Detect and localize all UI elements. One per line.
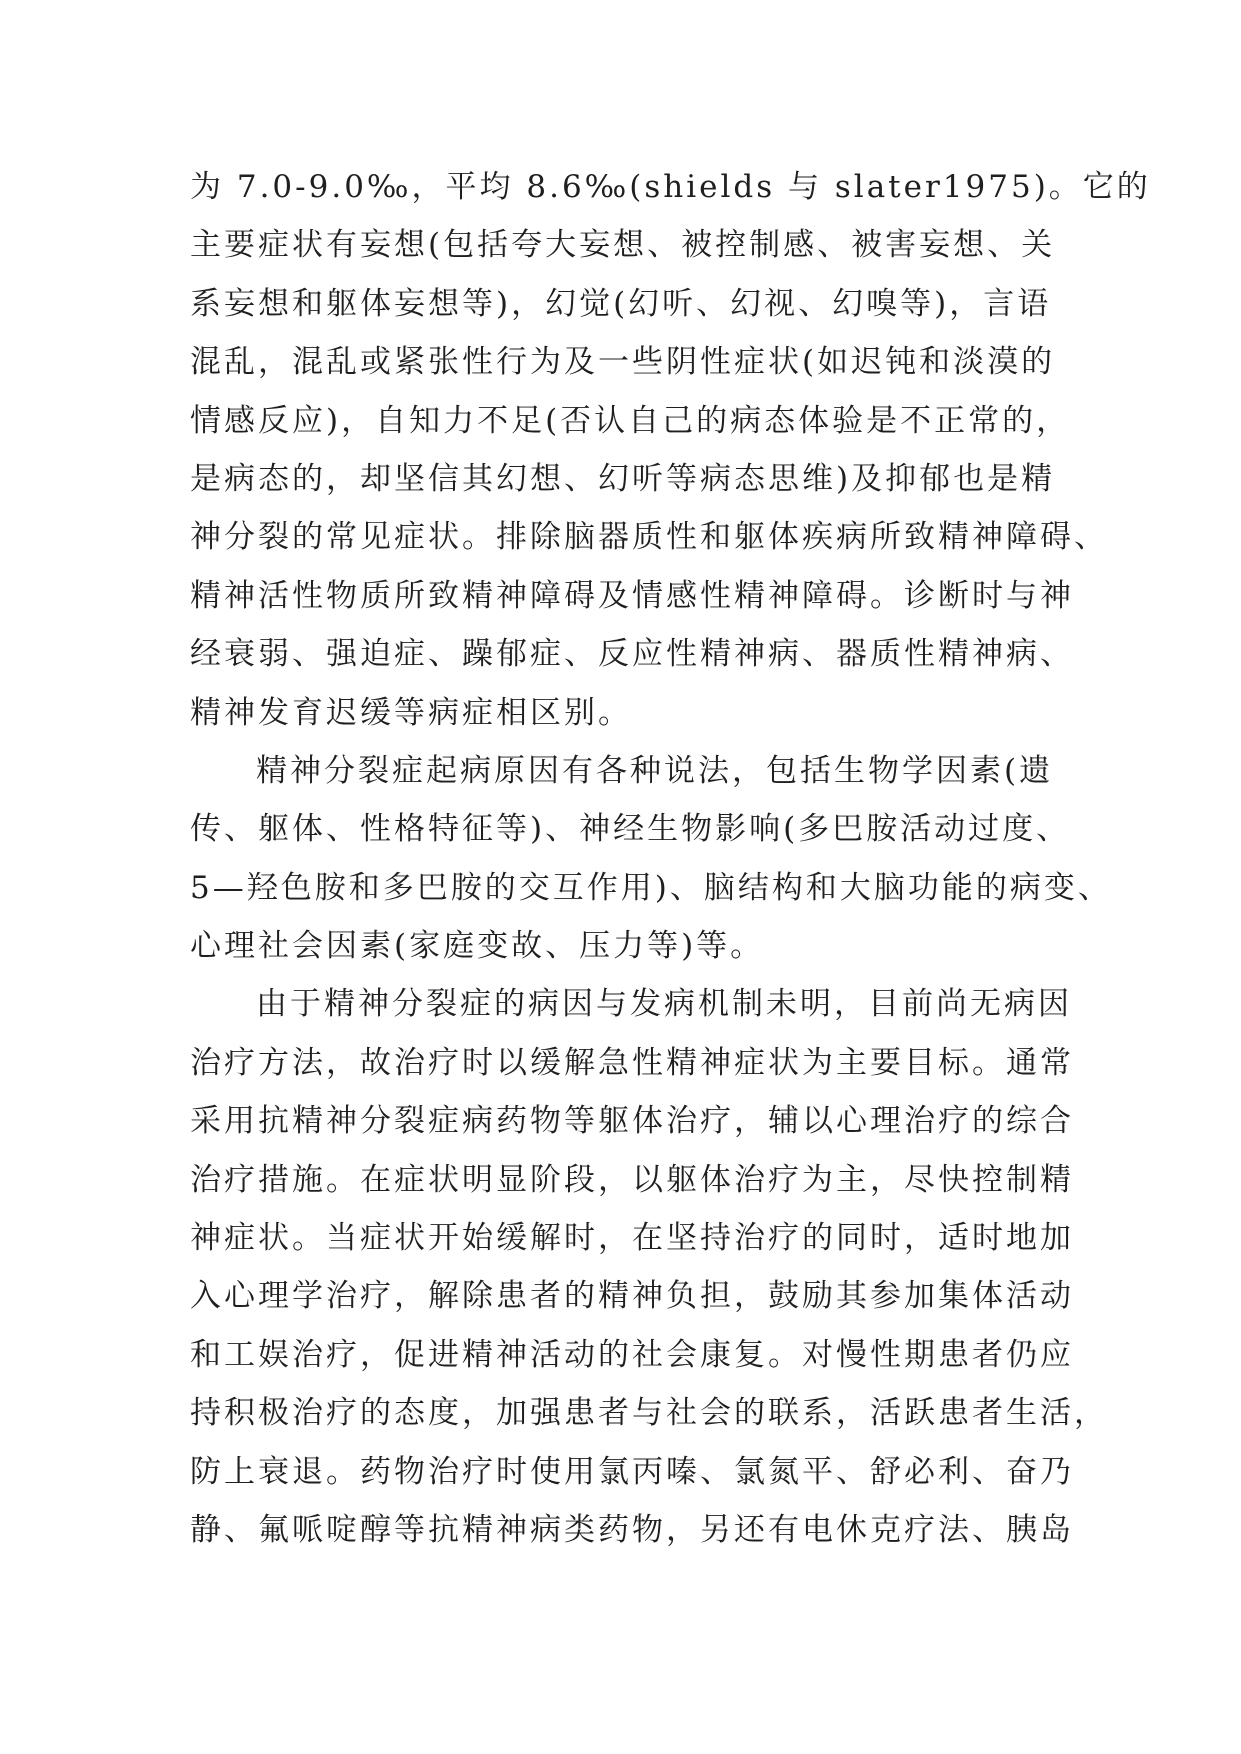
text-line: 为 7.0-9.0‰，平均 8.6‰(shields 与 slater1975)。它的 xyxy=(190,169,1151,205)
text-line: 主要症状有妄想(包括夸大妄想、被控制感、被害妄想、关 xyxy=(190,227,1056,264)
text-line: 和工娱治疗，促进精神活动的社会康复。对慢性期患者仍应 xyxy=(190,1336,1074,1373)
text-line: 治疗措施。在症状明显阶段，以躯体治疗为主，尽快控制精 xyxy=(190,1161,1074,1198)
text-line: 神分裂的常见症状。排除脑器质性和躯体疾病所致精神障碍、 xyxy=(190,519,1108,556)
text-line: 采用抗精神分裂症病药物等躯体治疗，辅以心理治疗的综合 xyxy=(190,1103,1074,1140)
text-line: 由于精神分裂症的病因与发病机制未明，目前尚无病因 xyxy=(256,986,1072,1023)
text-line: 混乱，混乱或紧张性行为及一些阴性症状(如迟钝和淡漠的 xyxy=(190,344,1056,381)
text-line: 经衰弱、强迫症、躁郁症、反应性精神病、器质性精神病、 xyxy=(190,636,1074,673)
paragraph-2 xyxy=(190,742,1112,976)
text-line: 精神分裂症起病原因有各种说法，包括生物学因素(遗 xyxy=(256,752,1054,789)
text-line: 神症状。当症状开始缓解时，在坚持治疗的同时，适时地加 xyxy=(190,1220,1074,1257)
text-line: 持积极治疗的态度，加强患者与社会的联系，活跃患者生活， xyxy=(190,1395,1108,1432)
text-line: 是病态的，却坚信其幻想、幻听等病态思维)及抑郁也是精 xyxy=(190,460,1056,497)
text-line: 精神发育迟缓等病症相区别。 xyxy=(190,694,632,731)
paragraph-3 xyxy=(190,975,1108,1559)
text-line: 心理社会因素(家庭变故、压力等)等。 xyxy=(190,928,765,965)
text-line: 系妄想和躯体妄想等)，幻觉(幻听、幻视、幻嗅等)，言语 xyxy=(190,285,1052,322)
text-line: 防上衰退。药物治疗时使用氯丙嗪、氯氮平、舒必利、奋乃 xyxy=(190,1453,1074,1490)
text-line: 情感反应)，自知力不足(否认自己的病态体验是不正常的， xyxy=(190,402,1071,439)
text-line: 治疗方法，故治疗时以缓解急性精神症状为主要目标。通常 xyxy=(190,1044,1074,1081)
document-body xyxy=(190,158,1151,1559)
paragraph-1 xyxy=(190,158,1151,742)
text-line: 入心理学治疗，解除患者的精神负担，鼓励其参加集体活动 xyxy=(190,1278,1074,1315)
text-line: 静、氟哌啶醇等抗精神病类药物，另还有电休克疗法、胰岛 xyxy=(190,1511,1074,1548)
text-line: 5—羟色胺和多巴胺的交互作用)、脑结构和大脑功能的病变、 xyxy=(190,869,1112,906)
text-line: 传、躯体、性格特征等)、神经生物影响(多巴胺活动过度、 xyxy=(190,811,1071,848)
text-line: 精神活性物质所致精神障碍及情感性精神障碍。诊断时与神 xyxy=(190,577,1074,614)
